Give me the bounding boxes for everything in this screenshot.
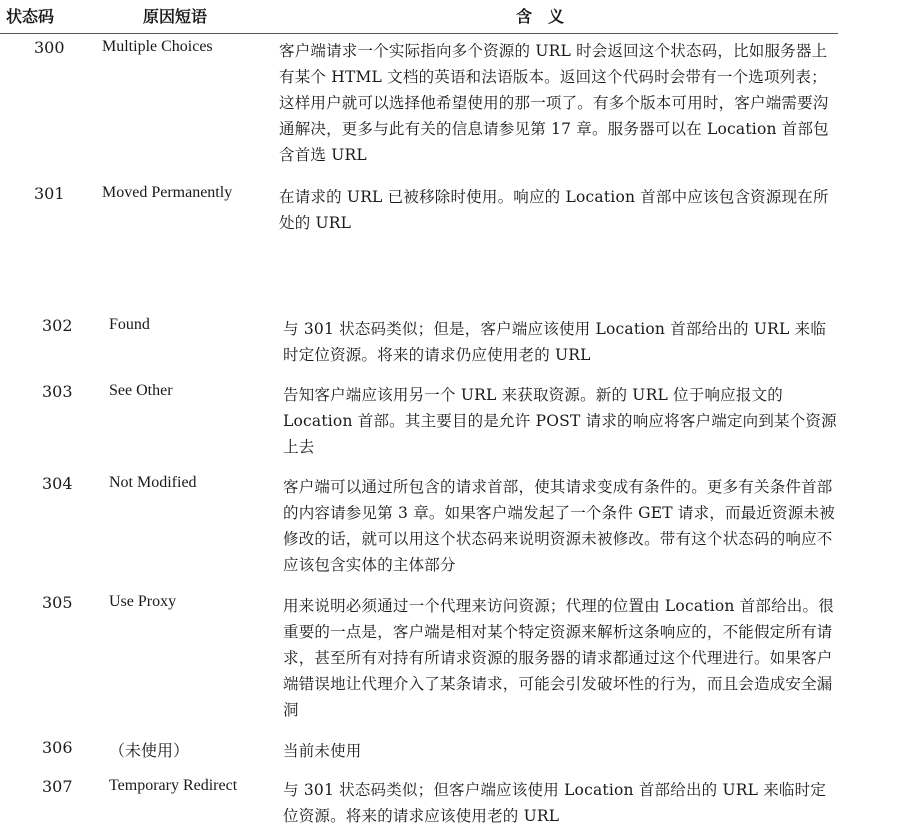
reason-phrase: Found xyxy=(109,316,150,333)
header-rule xyxy=(0,33,838,34)
table-header xyxy=(0,0,907,34)
status-code: 303 xyxy=(42,382,73,401)
reason-phrase: Temporary Redirect xyxy=(109,777,238,794)
meaning-text: 客户端可以通过所包含的请求首部，使其请求变成有条件的。更多有关条件首部的内容请参见第 3 章。如果客户端发起了一个条件 GET 请求，而最近资源未被修改的话，就可以用这个状态码来说明资源未被修改。带有这个状态码的响应不应该包含实体的主体部分 xyxy=(283,478,835,574)
header-meaning: 含 义 xyxy=(516,7,565,26)
header-status-code: 状态码 xyxy=(6,7,55,26)
reason-phrase: （未使用） xyxy=(109,743,190,760)
meaning-text: 与 301 状态码类似；但客户端应该使用 Location 首部给出的 URL 来临时定位资源。将来的请求应该使用老的 URL xyxy=(283,781,827,825)
meaning-text: 告知客户端应该用另一个 URL 来获取资源。新的 URL 位于响应报文的 Location 首部。其主要目的是允许 POST 请求的响应将客户端定向到某个资源上去 xyxy=(283,386,837,456)
status-code: 302 xyxy=(42,316,73,335)
meaning-text: 客户端请求一个实际指向多个资源的 URL 时会返回这个状态码，比如服务器上有某个 HTML 文档的英语和法语版本。返回这个代码时会带有一个选项列表；这样用户就可以选择他希望使用的那一项了。有多个版本可用时，客户端需要沟通解决，更多与此有关的信息请参见第 17 章。服务器可以在 Location 首部包含首选 URL xyxy=(279,42,829,164)
status-code: 304 xyxy=(42,474,73,493)
status-code: 306 xyxy=(42,738,73,757)
meaning-text: 与 301 状态码类似；但是，客户端应该使用 Location 首部给出的 URL 来临时定位资源。将来的请求仍应使用老的 URL xyxy=(283,320,827,364)
reason-phrase: Not Modified xyxy=(109,474,197,491)
reason-phrase: Multiple Choices xyxy=(102,38,213,55)
meaning-text: 用来说明必须通过一个代理来访问资源；代理的位置由 Location 首部给出。很重要的一点是，客户端是相对某个特定资源来解析这条响应的，不能假定所有请求，甚至所有对持有所请求资源的服务器的请求都通过这个代理进行。如果客户端错误地让代理介入了某条请求，可能会引发破坏性的行为，而且会造成安全漏洞 xyxy=(283,597,834,719)
reason-phrase: Use Proxy xyxy=(109,593,177,610)
meaning-text: 在请求的 URL 已被移除时使用。响应的 Location 首部中应该包含资源现在所处的 URL xyxy=(279,188,829,232)
status-code: 301 xyxy=(34,184,65,203)
meaning-text: 当前未使用 xyxy=(283,742,362,760)
header-reason-phrase: 原因短语 xyxy=(143,7,208,26)
status-code: 307 xyxy=(42,777,73,796)
reason-phrase: See Other xyxy=(109,382,173,399)
reason-phrase: Moved Permanently xyxy=(102,184,233,201)
status-code: 300 xyxy=(34,38,65,57)
status-code: 305 xyxy=(42,593,73,612)
